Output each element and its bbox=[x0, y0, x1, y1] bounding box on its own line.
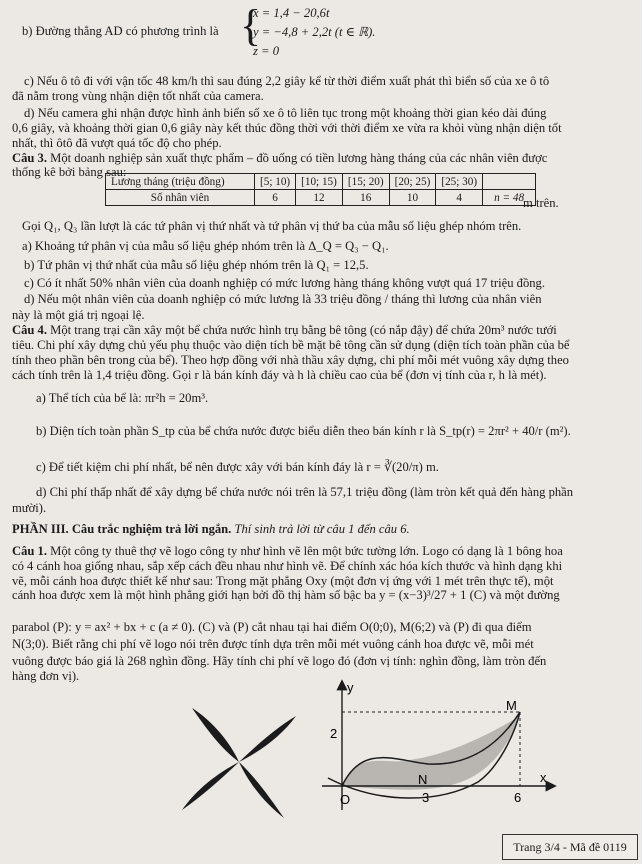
question-4-line2: tiêu. Chi phí xây dựng chủ yếu phụ thuộc vào diện tích bề mặt bê tông cần sử dụng (diện tích toàn phần của bể bbox=[12, 338, 570, 352]
table-suffix-text: m trên. bbox=[523, 196, 559, 210]
question-3-a: a) Khoảng tứ phân vị của mẫu số liệu ghép nhóm trên là Δ_Q = Q₃ − Q₁. bbox=[22, 239, 389, 253]
question-3-title: Câu 3. bbox=[12, 151, 47, 165]
system-brace: { bbox=[240, 1, 262, 50]
statement-d-line3: nhất, thì ôtô đã vượt quá tốc độ cho phép. bbox=[12, 136, 222, 150]
petal-graph bbox=[318, 676, 560, 816]
part-3-question-1-line6: N(3;0). Biết rằng chi phí vẽ logo nói trên được tính dựa trên mỗi mét vuông cánh hoa được vẽ, mỗi mét bbox=[12, 637, 534, 651]
flower-petal bbox=[239, 762, 284, 818]
salary-table bbox=[105, 173, 536, 206]
question-4-c: c) Để tiết kiệm chi phí nhất, bể nên được xây với bán kính đáy là r = ∛(20/π) m. bbox=[36, 460, 439, 474]
point-N-label: N bbox=[418, 772, 428, 787]
question-3-d-line1: d) Nếu một nhân viên của doanh nghiệp có mức lương là 33 triệu đồng / tháng thì lương của nhân viên bbox=[24, 292, 542, 306]
part-3-question-1-line5: parabol (P): y = ax² + bx + c (a ≠ 0). (C) và (P) cắt nhau tại hai điểm O(0;0), M(6;2) và (P) đi qua điểm bbox=[12, 620, 532, 634]
question-4-a: a) Thể tích của bể là: πr²h = 20m³. bbox=[36, 391, 209, 405]
table-cell bbox=[483, 174, 536, 190]
part-3-question-1-line2: có 4 cánh hoa giống nhau, sắp xếp cách đều nhau như hình vẽ. Để chính xác hóa kích thước và hình dạng khi bbox=[12, 559, 563, 573]
system-eq-2: y = −4,8 + 2,2t (t ∈ ℝ). bbox=[253, 25, 376, 39]
table-cell: 6 bbox=[255, 190, 296, 206]
system-eq-3: z = 0 bbox=[253, 44, 279, 58]
table-cell: 10 bbox=[389, 190, 436, 206]
x-axis-label: x bbox=[540, 770, 547, 785]
question-4-line3: tính theo phần bên trong của bể). Theo hợp đồng với nhà thầu xây dựng, chi phí mỗi mét vuông xây dựng theo bbox=[12, 353, 569, 367]
question-3-intro bbox=[12, 151, 547, 166]
table-header-cell: Lương tháng (triệu đồng) bbox=[106, 174, 255, 190]
question-4-text: Một trang trại cần xây một bể chứa nước hình trụ bằng bê tông (có nắp đậy) để chứa 20m³ nước tưới bbox=[50, 323, 557, 337]
table-cell: [5; 10) bbox=[255, 174, 296, 190]
tick-label-2: 2 bbox=[330, 726, 338, 741]
question-3-b: b) Tứ phân vị thứ nhất của mẫu số liệu ghép nhóm trên là Q₁ = 12,5. bbox=[24, 258, 369, 272]
flower-petal bbox=[239, 716, 296, 762]
origin-label: O bbox=[340, 792, 351, 807]
table-cell: 4 bbox=[436, 190, 483, 206]
flower-logo-figure bbox=[168, 698, 310, 826]
question-3-d-line2: này là một giá trị ngoại lệ. bbox=[12, 308, 145, 322]
question-4-d-line1: d) Chi phí thấp nhất để xây dựng bể chứa nước nói trên là 57,1 triệu đồng (làm tròn kết quả đến hàng phần bbox=[36, 485, 574, 499]
part-3-heading: PHẦN III. Câu trắc nghiệm trả lời ngắn. Thí sinh trả lời từ câu 1 đến câu 6. bbox=[12, 522, 410, 536]
statement-d-line1: d) Nếu camera ghi nhận được hình ảnh biển số xe ô tô liên tục trong một khoảng thời gian kéo dài đúng bbox=[24, 106, 547, 120]
petal-region bbox=[342, 716, 520, 790]
part-3-question-1-line4: cánh hoa được xem là một hình phẳng giới hạn bởi đồ thị hàm số bậc ba y = (x−3)³/27 + 1 (C) và một đường bbox=[12, 588, 560, 602]
question-3-text: Một doanh nghiệp sản xuất thực phẩm – đồ uống có tiền lương hàng tháng của các nhân viên được bbox=[50, 151, 548, 165]
statement-b: b) Đường thẳng AD có phương trình là bbox=[22, 24, 219, 38]
question-4-title: Câu 4. bbox=[12, 323, 47, 337]
statement-d-line2: 0,6 giây, và khoảng thời gian 0,6 giây này kết thúc đồng thời với thời điểm xe vừa ra khỏi vùng nhận diện tốt bbox=[12, 121, 562, 135]
question-4-line4: cách tính trên là 1,4 triệu đồng. Gọi r là bán kính đáy và h là chiều cao của bể (đơn vị tính của r, h là mét). bbox=[12, 368, 547, 382]
table-cell: [25; 30) bbox=[436, 174, 483, 190]
system-eq-1: x = 1,4 − 20,6t bbox=[253, 6, 330, 20]
table-row bbox=[106, 174, 536, 190]
question-3-intro2: thống kê bởi bảng sau: bbox=[12, 165, 127, 179]
y-axis-label: y bbox=[347, 680, 354, 695]
part-3-question-1-line3: vẽ, mỗi cánh hoa được thiết kế như sau: Trong mặt phẳng Oxy (một đơn vị ứng với 1 mét trên thực tế), một bbox=[12, 574, 554, 588]
flower-petal bbox=[182, 762, 239, 810]
point-M-label: M bbox=[506, 698, 517, 713]
flower-petals bbox=[182, 708, 296, 818]
part-3-question-1-line1: Câu 1. Một công ty thuê thợ vẽ logo công ty như hình vẽ lên một bức tường lớn. Logo có dạng là 1 bông hoa bbox=[12, 544, 563, 558]
question-4-d-line2: mười). bbox=[12, 501, 47, 515]
flower-petal bbox=[192, 708, 239, 762]
table-header-cell: Số nhân viên bbox=[106, 190, 255, 206]
part-3-question-1-title: Câu 1. bbox=[12, 544, 47, 558]
table-cell: 16 bbox=[342, 190, 389, 206]
question-3-given: Gọi Q₁, Q₃ lần lượt là các tứ phân vị thứ nhất và tứ phân vị thứ ba của mẫu số liệu ghép nhóm trên. bbox=[22, 219, 522, 233]
part-3-question-1-line7: vuông được báo giá là 268 nghìn đồng. Hãy tính chi phí vẽ logo đó (đơn vị tính: nghìn đồng, làm tròn đến bbox=[12, 654, 547, 668]
question-4-b: b) Diện tích toàn phần S_tp của bể chứa nước được biểu diễn theo bán kính r là S_tp(r) = 2πr² + 40/r (m²). bbox=[36, 424, 571, 438]
table-cell: [20; 25) bbox=[389, 174, 436, 190]
part-3-question-1-line8: hàng đơn vị). bbox=[12, 669, 80, 683]
question-4-line1 bbox=[12, 323, 557, 338]
question-3-c: c) Có ít nhất 50% nhân viên của doanh nghiệp có mức lương hàng tháng không vượt quá 17 triệu đồng. bbox=[24, 276, 545, 290]
tick-label-3: 3 bbox=[422, 790, 430, 805]
table-row bbox=[106, 190, 536, 206]
statement-c-line2: đã nằm trong vùng nhận diện tốt nhất của camera. bbox=[12, 89, 264, 103]
statement-c-line1: c) Nếu ô tô đi với vận tốc 48 km/h thì sau đúng 2,2 giây kể từ thời điểm xuất phát thì biển số của xe ô tô bbox=[24, 74, 550, 88]
table-cell: [15; 20) bbox=[342, 174, 389, 190]
tick-label-6: 6 bbox=[514, 790, 522, 805]
table-cell: n = 48 bbox=[483, 190, 536, 206]
table-cell: 12 bbox=[296, 190, 343, 206]
table-cell: [10; 15) bbox=[296, 174, 343, 190]
page-footer: Trang 3/4 - Mã đề 0119 bbox=[502, 834, 638, 860]
